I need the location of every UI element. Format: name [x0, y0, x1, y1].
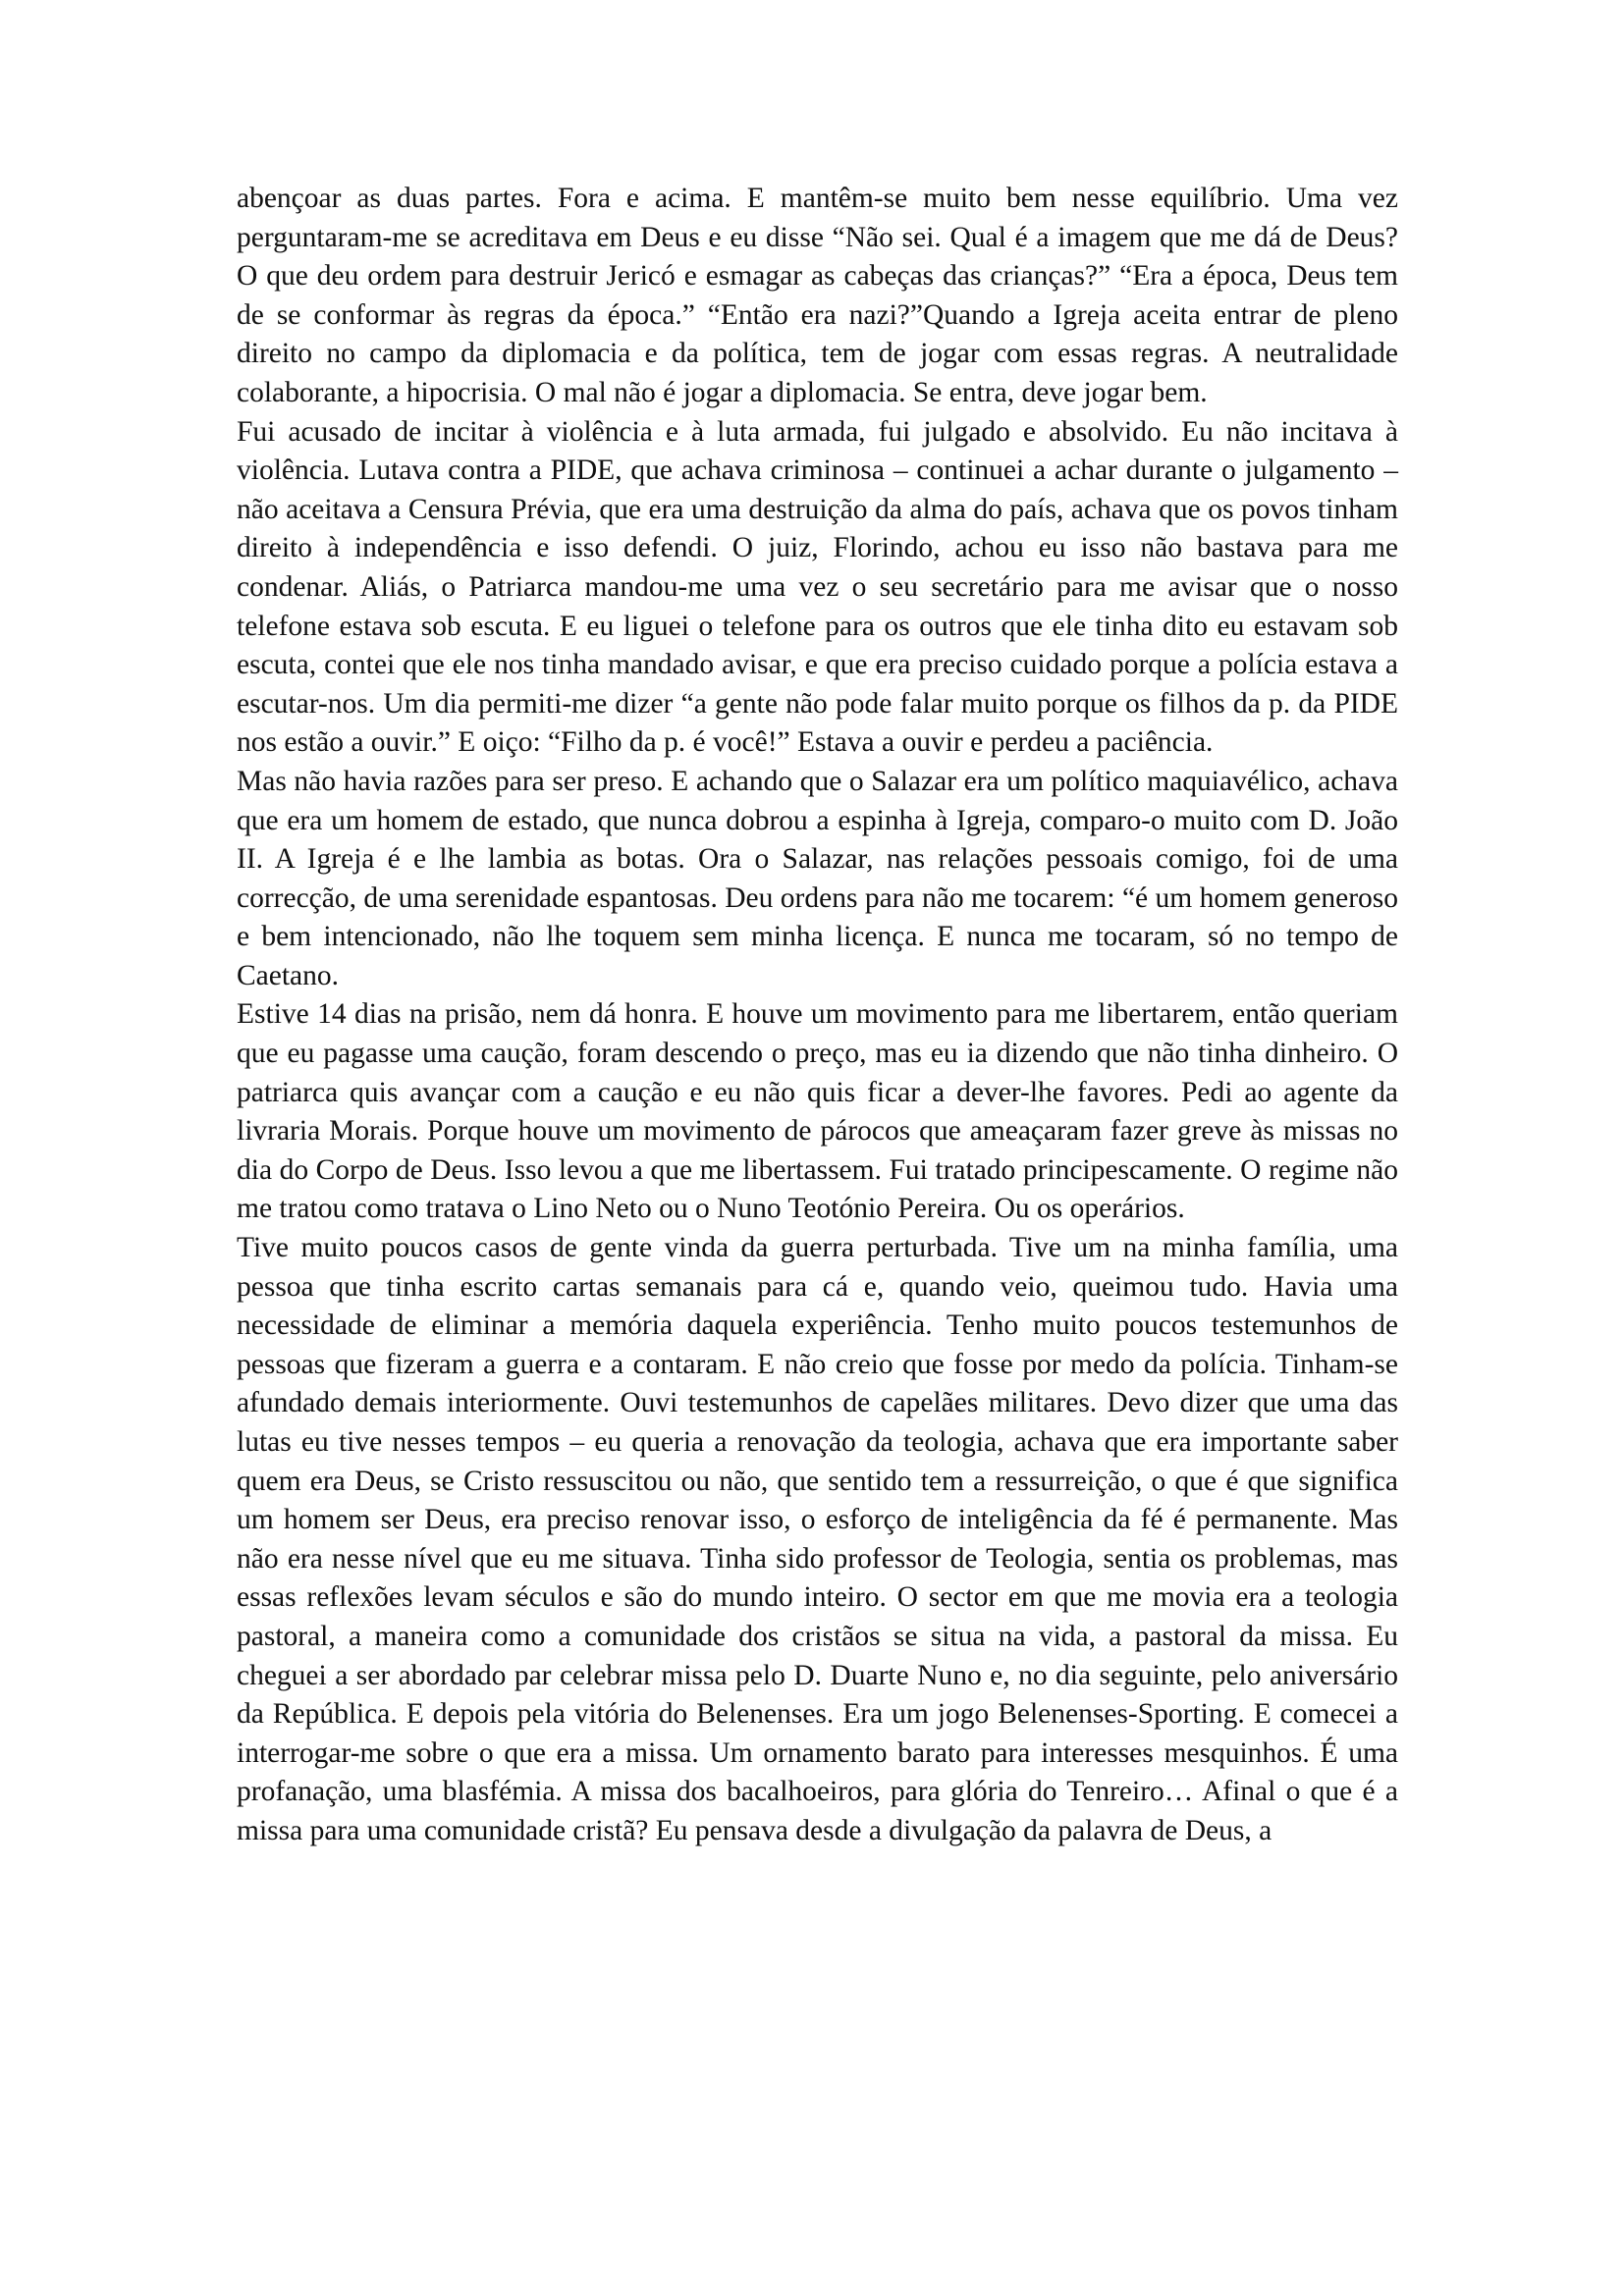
document-body	[237, 180, 1398, 1851]
paragraph-1: abençoar as duas partes. Fora e acima. E mantêm-se muito bem nesse equilíbrio. Uma vez perguntaram-me se acreditava em Deus e eu disse “Não sei. Qual é a imagem que me dá de Deus? O que deu ordem para destruir Jericó e esmagar as cabeças das crianças?” “Era a época, Deus tem de se conformar às regras da época.” “Então era nazi?”Quando a Igreja aceita entrar de pleno direito no campo da diplomacia e da política, tem de jogar com essas regras. A neutralidade colaborante, a hipocrisia. O mal não é jogar a diplomacia. Se entra, deve jogar bem.	[237, 183, 1398, 408]
paragraph-3: Mas não havia razões para ser preso. E achando que o Salazar era um político maquiavélico, achava que era um homem de estado, que nunca dobrou a espinha à Igreja, comparo-o muito com D. João II. A Igreja é e lhe lambia as botas. Ora o Salazar, nas relações pessoais comigo, foi de uma correcção, de uma serenidade espantosas. Deu ordens para não me tocarem: “é um homem generoso e bem intencionado, não lhe toquem sem minha licença. E nunca me tocaram, só no tempo de Caetano.	[237, 765, 1398, 991]
paragraph-2: Fui acusado de incitar à violência e à luta armada, fui julgado e absolvido. Eu não incitava à violência. Lutava contra a PIDE, que achava criminosa – continuei a achar durante o julgamento – não aceitava a Censura Prévia, que era uma destruição da alma do país, achava que os povos tinham direito à independência e isso defendi. O juiz, Florindo, achou eu isso não bastava para me condenar. Aliás, o Patriarca mandou-me uma vez o seu secretário para me avisar que o nosso telefone estava sob escuta. E eu liguei o telefone para os outros que ele tinha dito eu estavam sob escuta, contei que ele nos tinha mandado avisar, e que era preciso cuidado porque a polícia estava a escutar-nos. Um dia permiti-me dizer “a gente não pode falar muito porque os filhos da p. da PIDE nos estão a ouvir.” E oiço: “Filho da p. é você!” Estava a ouvir e perdeu a paciência.	[237, 415, 1398, 759]
paragraph-4: Estive 14 dias na prisão, nem dá honra. E houve um movimento para me libertarem, então queriam que eu pagasse uma caução, foram descendo o preço, mas eu ia dizendo que não tinha dinheiro. O patriarca quis avançar com a caução e eu não quis ficar a dever-lhe favores. Pedi ao agente da livraria Morais. Porque houve um movimento de párocos que ameaçaram fazer greve às missas no dia do Corpo de Deus. Isso levou a que me libertassem. Fui tratado principescamente. O regime não me tratou como tratava o Lino Neto ou o Nuno Teotónio Pereira. Ou os operários.	[237, 998, 1398, 1225]
paragraph-5: Tive muito poucos casos de gente vinda da guerra perturbada. Tive um na minha família, uma pessoa que tinha escrito cartas semanais para cá e, quando veio, queimou tudo. Havia uma necessidade de eliminar a memória daquela experiência. Tenho muito poucos testemunhos de pessoas que fizeram a guerra e a contaram. E não creio que fosse por medo da polícia. Tinham-se afundado demais interiormente. Ouvi testemunhos de capelães militares. Devo dizer que uma das lutas eu tive nesses tempos – eu queria a renovação da teologia, achava que era importante saber quem era Deus, se Cristo ressuscitou ou não, que sentido tem a ressurreição, o que é que significa um homem ser Deus, era preciso renovar isso, o esforço de inteligência da fé é permanente. Mas não era nesse nível que eu me situava. Tinha sido professor de Teologia, sentia os problemas, mas essas reflexões levam séculos e são do mundo inteiro. O sector em que me movia era a teologia pastoral, a maneira como a comunidade dos cristãos se situa na vida, a pastoral da missa. Eu cheguei a ser abordado par celebrar missa pelo D. Duarte Nuno e, no dia seguinte, pelo aniversário da República. E depois pela vitória do Belenenses. Era um jogo Belenenses-Sporting. E comecei a interrogar-me sobre o que era a missa. Um ornamento barato para interesses mesquinhos. É uma profanação, uma blasfémia. A missa dos bacalhoeiros, para glória do Tenreiro… Afinal o que é a missa para uma comunidade cristã? Eu pensava desde a divulgação da palavra de Deus, a	[237, 1232, 1398, 1846]
